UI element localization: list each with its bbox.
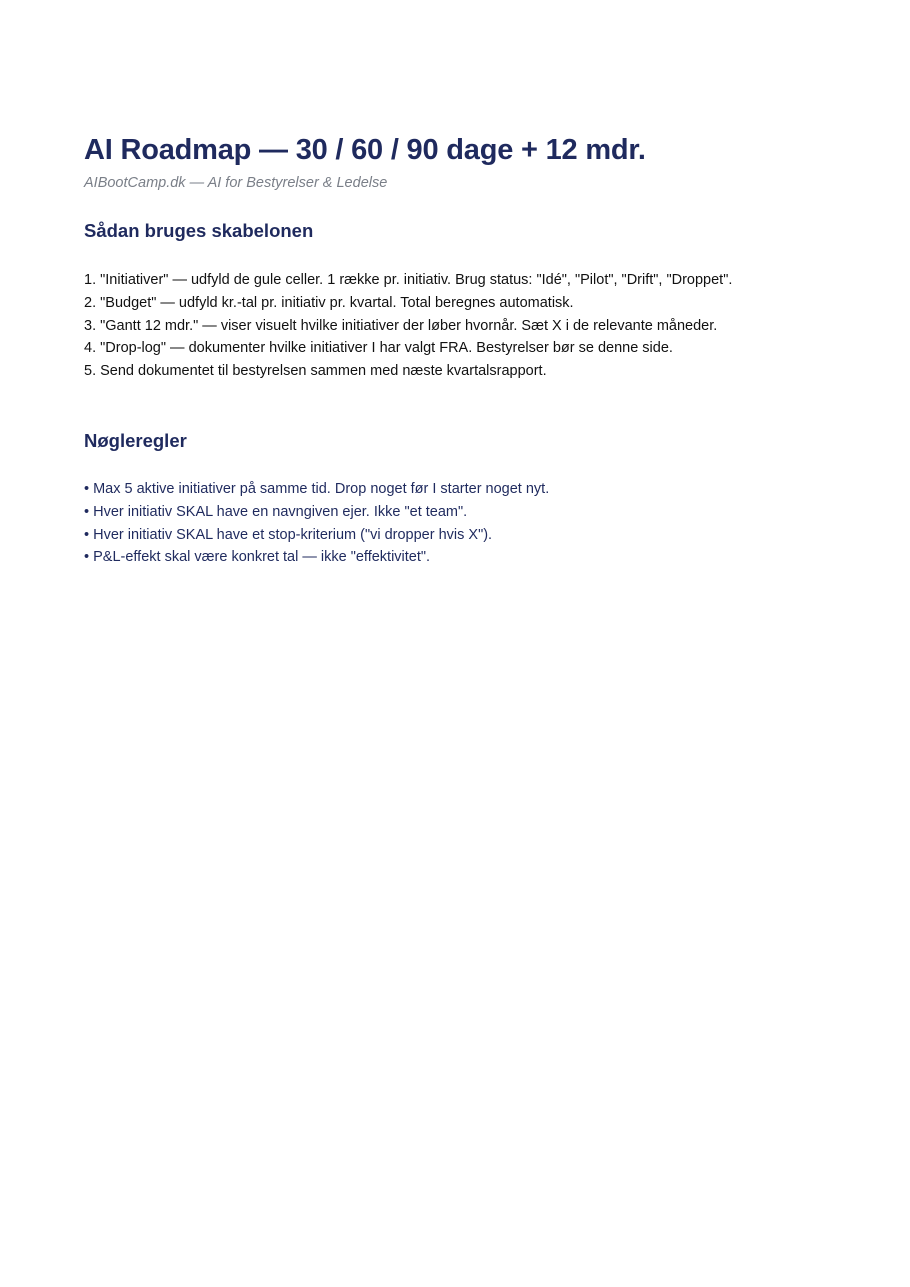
usage-steps-list	[84, 269, 732, 383]
page-subtitle: AIBootCamp.dk — AI for Bestyrelser & Ledelse	[84, 175, 388, 191]
rules-heading: Nøgleregler	[84, 430, 187, 451]
usage-step: 5. Send dokumentet til bestyrelsen sammen med næste kvartalsrapport.	[84, 363, 547, 380]
document-page	[84, 0, 870, 1287]
rule-item: • Hver initiativ SKAL have en navngiven ejer. Ikke "et team".	[84, 503, 468, 520]
rule-item: • P&L-effekt skal være konkret tal — ikke "effektivitet".	[84, 549, 431, 566]
usage-step: 1. "Initiativer" — udfyld de gule celler. 1 række pr. initiativ. Brug status: "Idé", "Pilot", "Drift", "Droppet".	[84, 272, 733, 288]
rule-item: • Max 5 aktive initiativer på samme tid. Drop noget før I starter noget nyt.	[84, 481, 550, 497]
usage-step: 2. "Budget" — udfyld kr.-tal pr. initiativ pr. kvartal. Total beregnes automatisk.	[84, 294, 574, 311]
page-title: AI Roadmap — 30 / 60 / 90 dage + 12 mdr.	[84, 134, 646, 166]
rule-item: • Hver initiativ SKAL have et stop-kriterium ("vi dropper hvis X").	[84, 526, 493, 543]
usage-heading: Sådan bruges skabelonen	[84, 220, 314, 241]
usage-step: 4. "Drop-log" — dokumenter hvilke initiativer I har valgt FRA. Bestyrelser bør se denne side.	[84, 340, 673, 357]
rules-list	[84, 478, 549, 569]
usage-step: 3. "Gantt 12 mdr." — viser visuelt hvilke initiativer der løber hvornår. Sæt X i de relevante måneder.	[84, 317, 718, 334]
